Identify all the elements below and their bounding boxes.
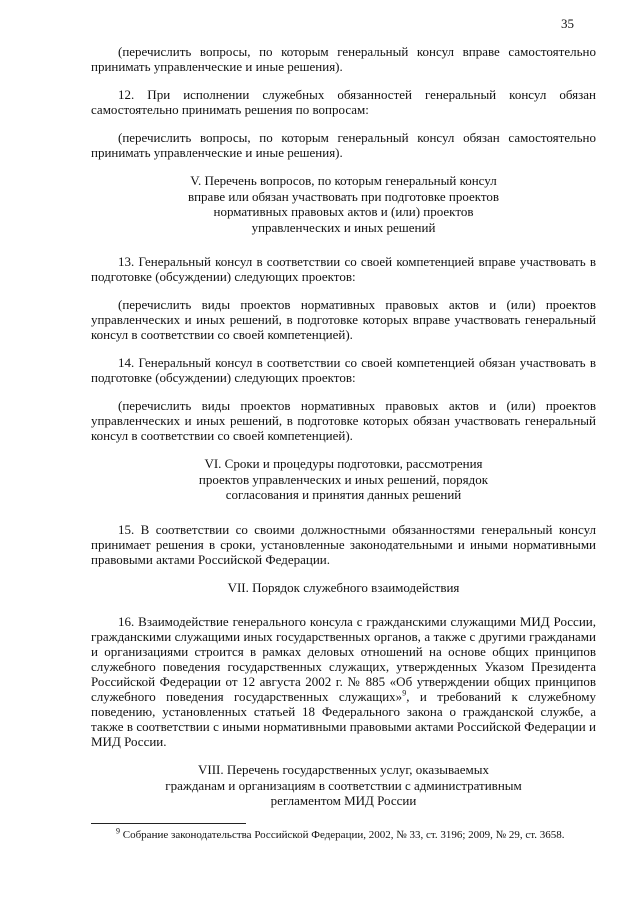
section-vi-heading: VI. Сроки и процедуры подготовки, рассмотрения проектов управленческих и иных решений, порядок согласования и принятия данных решений bbox=[198, 456, 489, 502]
page-number: 35 bbox=[561, 16, 574, 31]
section-viii-heading: VIII. Перечень государственных услуг, оказываемых гражданам и организациям в соответствии с административным регламентом МИД России bbox=[165, 762, 522, 808]
section-v-heading: V. Перечень вопросов, по которым генеральный консул вправе или обязан участвовать при подготовке проектов нормативных правовых актов и (или) проектов управленческих и иных решений bbox=[187, 173, 500, 235]
paragraph-13: 13. Генеральный консул в соответствии со своей компетенцией вправе участвовать в подготовке (обсуждении) следующих проектов: bbox=[91, 254, 596, 284]
paragraph-12: 12. При исполнении служебных обязанностей генеральный консул обязан самостоятельно принимать решения по вопросам: bbox=[91, 87, 596, 117]
paragraph-14: 14. Генеральный консул в соответствии со своей компетенцией обязан участвовать в подготовке (обсуждении) следующих проектов: bbox=[91, 355, 596, 385]
footnote bbox=[116, 826, 565, 842]
paragraph-13-note: (перечислить виды проектов нормативных правовых актов и (или) проектов управленческих и иных решений, в подготовке которых вправе участвовать генеральный консул в соответствии со своей компетенцией). bbox=[91, 297, 596, 342]
footnote-mark: 9 bbox=[116, 826, 120, 836]
paragraph-14-note: (перечислить виды проектов нормативных правовых актов и (или) проектов управленческих и иных решений, в подготовке которых обязан участвовать генеральный консул в соответствии со своей компетенцией). bbox=[91, 398, 596, 443]
paragraph-11-note: (перечислить вопросы, по которым генеральный консул вправе самостоятельно принимать управленческие и иные решения). bbox=[91, 44, 596, 74]
paragraph-15: 15. В соответствии со своими должностными обязанностями генеральный консул принимает решения в сроки, установленные законодательными и иными нормативными правовыми актами Российской Федерации. bbox=[91, 521, 596, 567]
paragraph-16: 16. Взаимодействие генерального консула с гражданскими служащими МИД России, гражданскими служащими иных государственных органов, а также с другими гражданами и организациями строится в рамках деловых отношений на основе общих принципов служебного поведения государственных служащих, утвержденных Указом Президента Российской Федерации от 12 августа 2002 г. № 885 «Об утверждении общих принципов служебного поведения государственных служащих»$^9$, и требований к служебному поведению, установленных статьей 18 Федерального закона о гражданской службе, а также в соответствии с иными нормативными правовыми актами Российской Федерации и МИД России. bbox=[91, 614, 597, 749]
footnote-text: Собрание законодательства Российской Федерации, 2002, № 33, ст. 3196; 2009, № 29, ст. 3658. bbox=[120, 829, 565, 841]
footnote-divider bbox=[91, 823, 246, 824]
document-body bbox=[91, 44, 596, 828]
paragraph-12-note: (перечислить вопросы, по которым генеральный консул обязан самостоятельно принимать управленческие и иные решения). bbox=[91, 130, 596, 160]
section-vii-heading: VII. Порядок служебного взаимодействия bbox=[227, 579, 460, 595]
footnote-ref: 9 bbox=[402, 688, 407, 698]
